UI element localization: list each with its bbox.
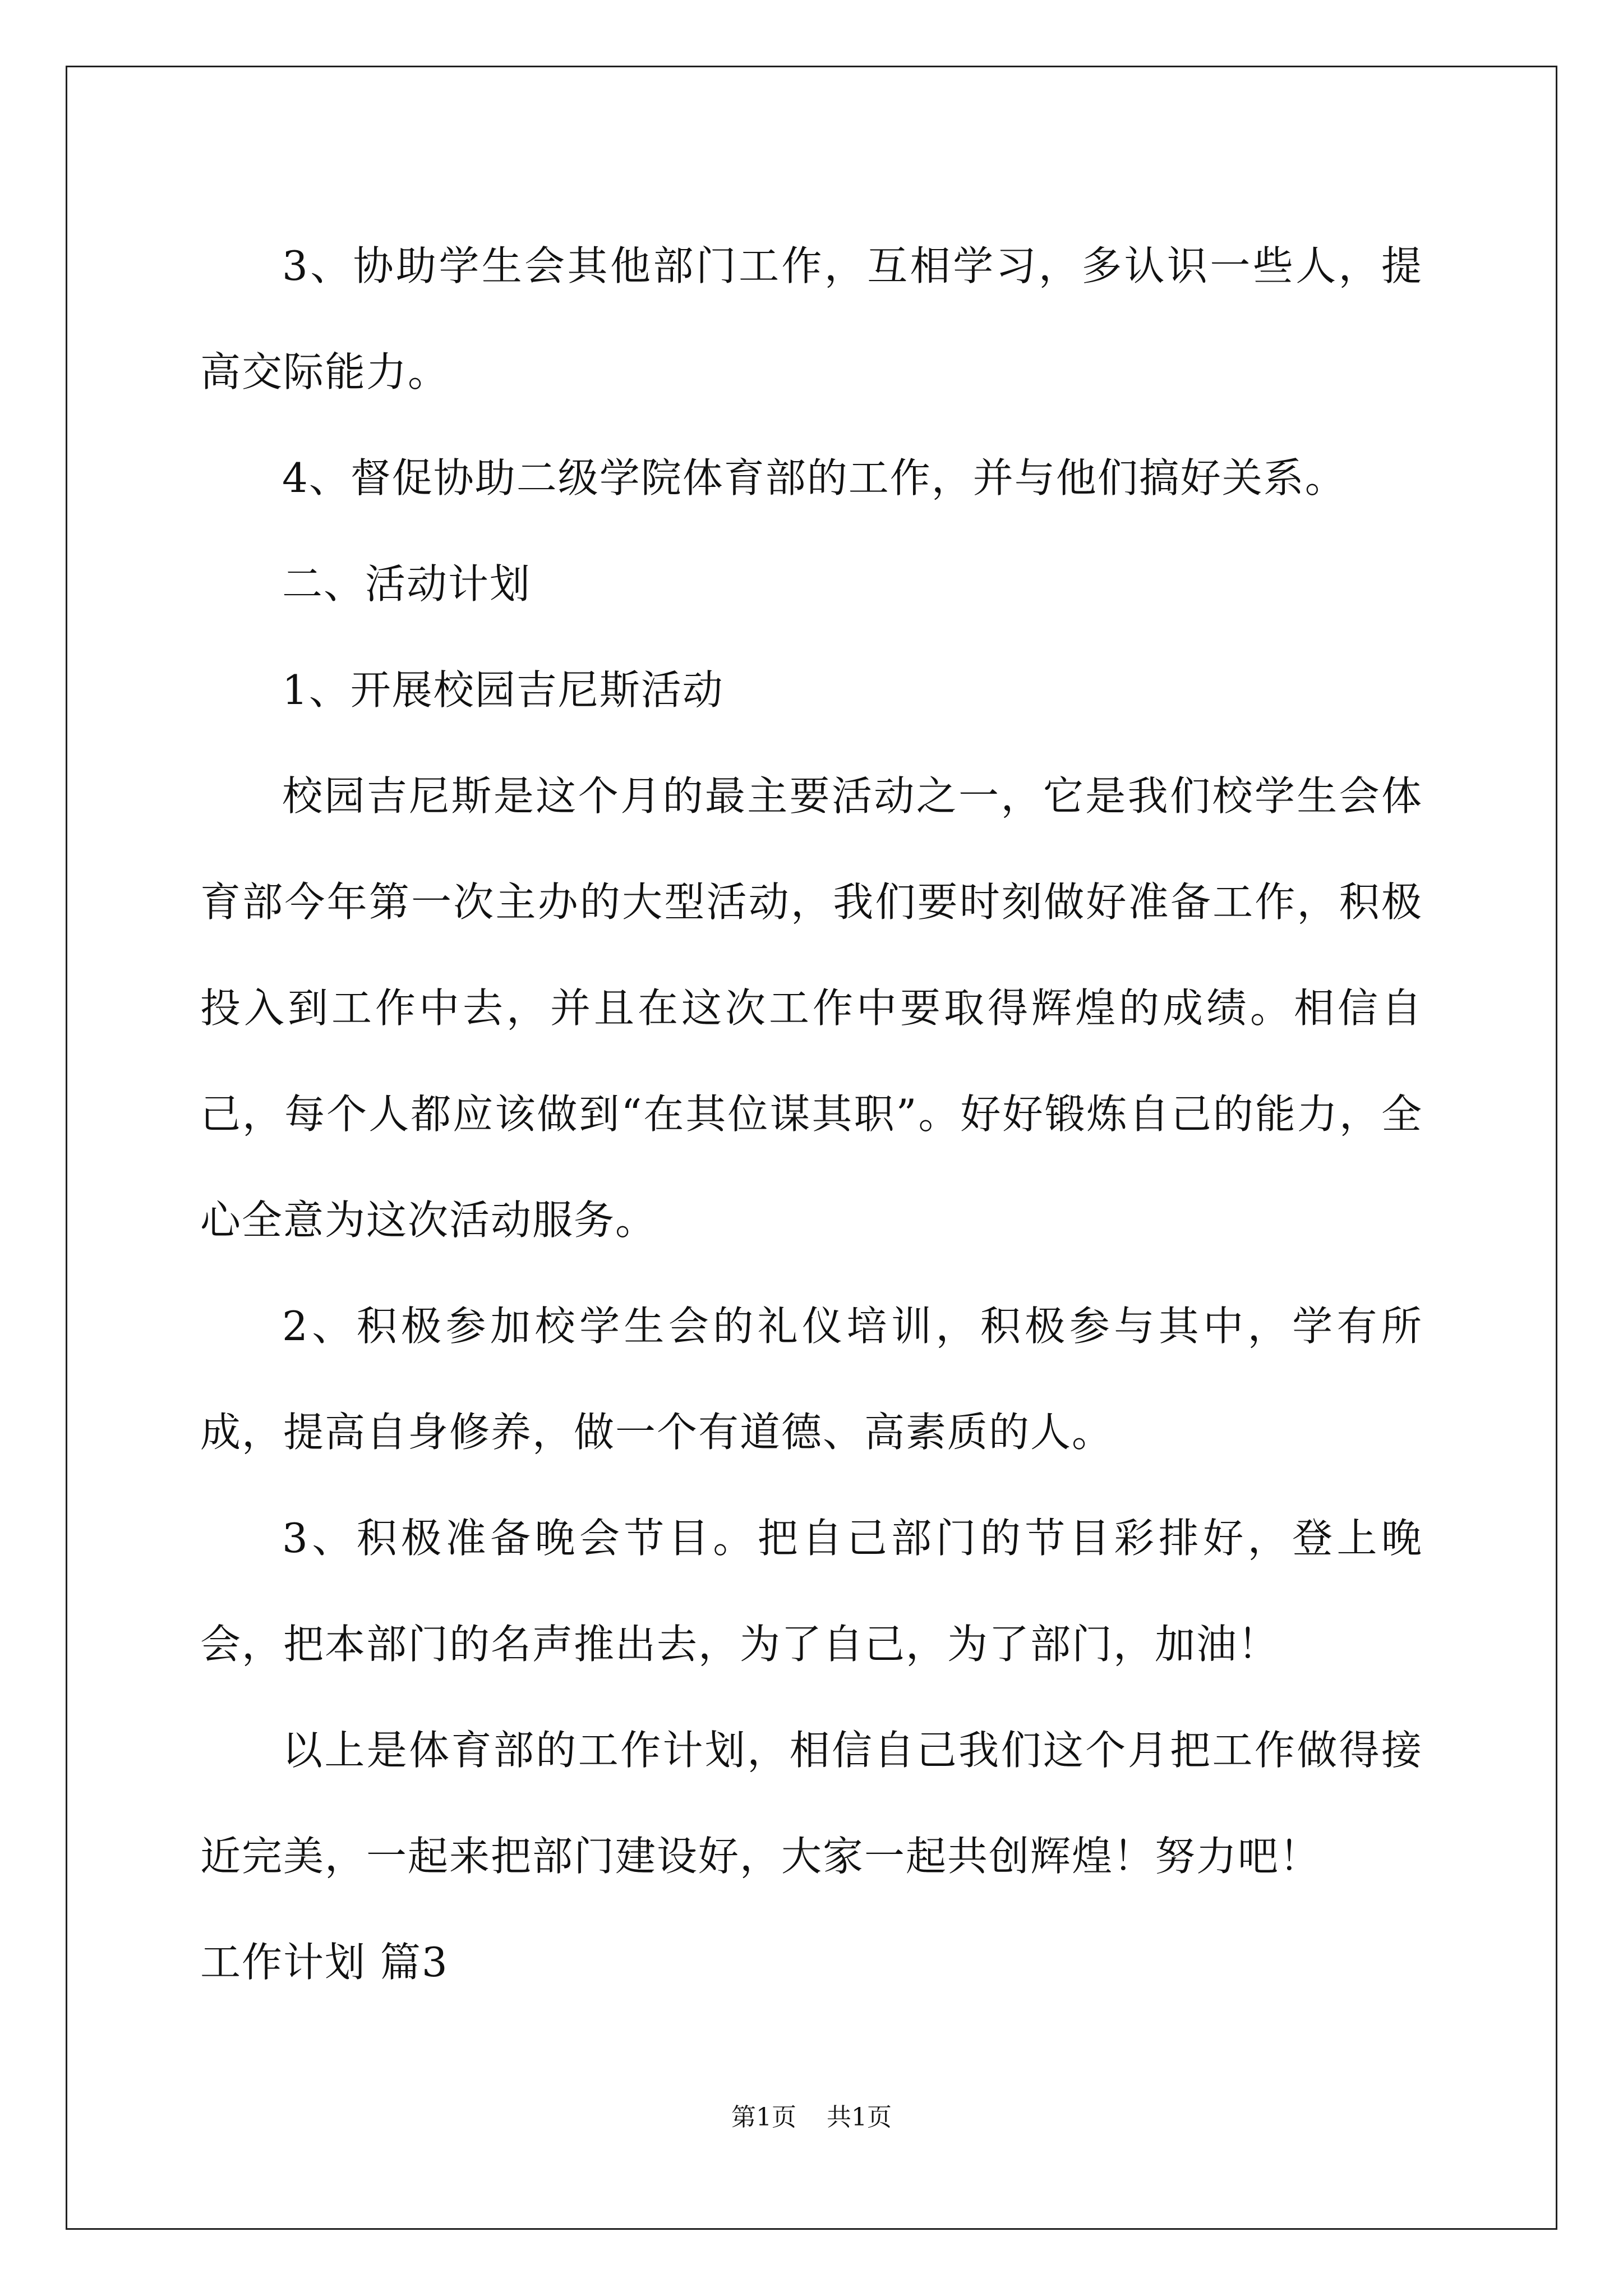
paragraph-conclusion: 以上是体育部的工作计划，相信自己我们这个月把工作做得接近完美，一起来把部门建设好，大家一起共创辉煌！努力吧！ — [200, 1727, 1423, 1880]
paragraph-evening-program: 3、积极准备晚会节目。把自己部门的节目彩排好，登上晚会，把本部门的名声推出去，为了自己，为了部门，加油！ — [200, 1515, 1423, 1668]
page-footer — [0, 2101, 1623, 2134]
section-heading: 工作计划 篇3 — [200, 1939, 449, 1986]
paragraph-guinness-details: 校园吉尼斯是这个月的最主要活动之一，它是我们校学生会体育部今年第一次主办的大型活动，我们要时刻做好准备工作，积极投入到工作中去，并且在这次工作中要取得辉煌的成绩。相信自己，每个人都应该做到“在其位谋其职”。好好锻炼自己的能力，全心全意为这次活动服务。 — [200, 772, 1423, 1244]
page-number: 第1页 — [731, 2103, 796, 2132]
page-total: 共1页 — [827, 2103, 892, 2132]
paragraph-activity-plan-heading: 二、活动计划 — [282, 560, 532, 608]
paragraph-guinness-heading: 1、开展校园吉尼斯活动 — [282, 666, 724, 714]
paragraph-etiquette-training: 2、积极参加校学生会的礼仪培训，积极参与其中，学有所成，提高自身修养，做一个有道德、高素质的人。 — [200, 1303, 1423, 1456]
paragraph-coordinate-departments: 3、协助学生会其他部门工作，互相学习，多认识一些人，提高交际能力。 — [200, 242, 1423, 395]
paragraph-supervise-colleges: 4、督促协助二级学院体育部的工作，并与他们搞好关系。 — [282, 454, 1347, 501]
document-body — [200, 213, 1423, 2016]
